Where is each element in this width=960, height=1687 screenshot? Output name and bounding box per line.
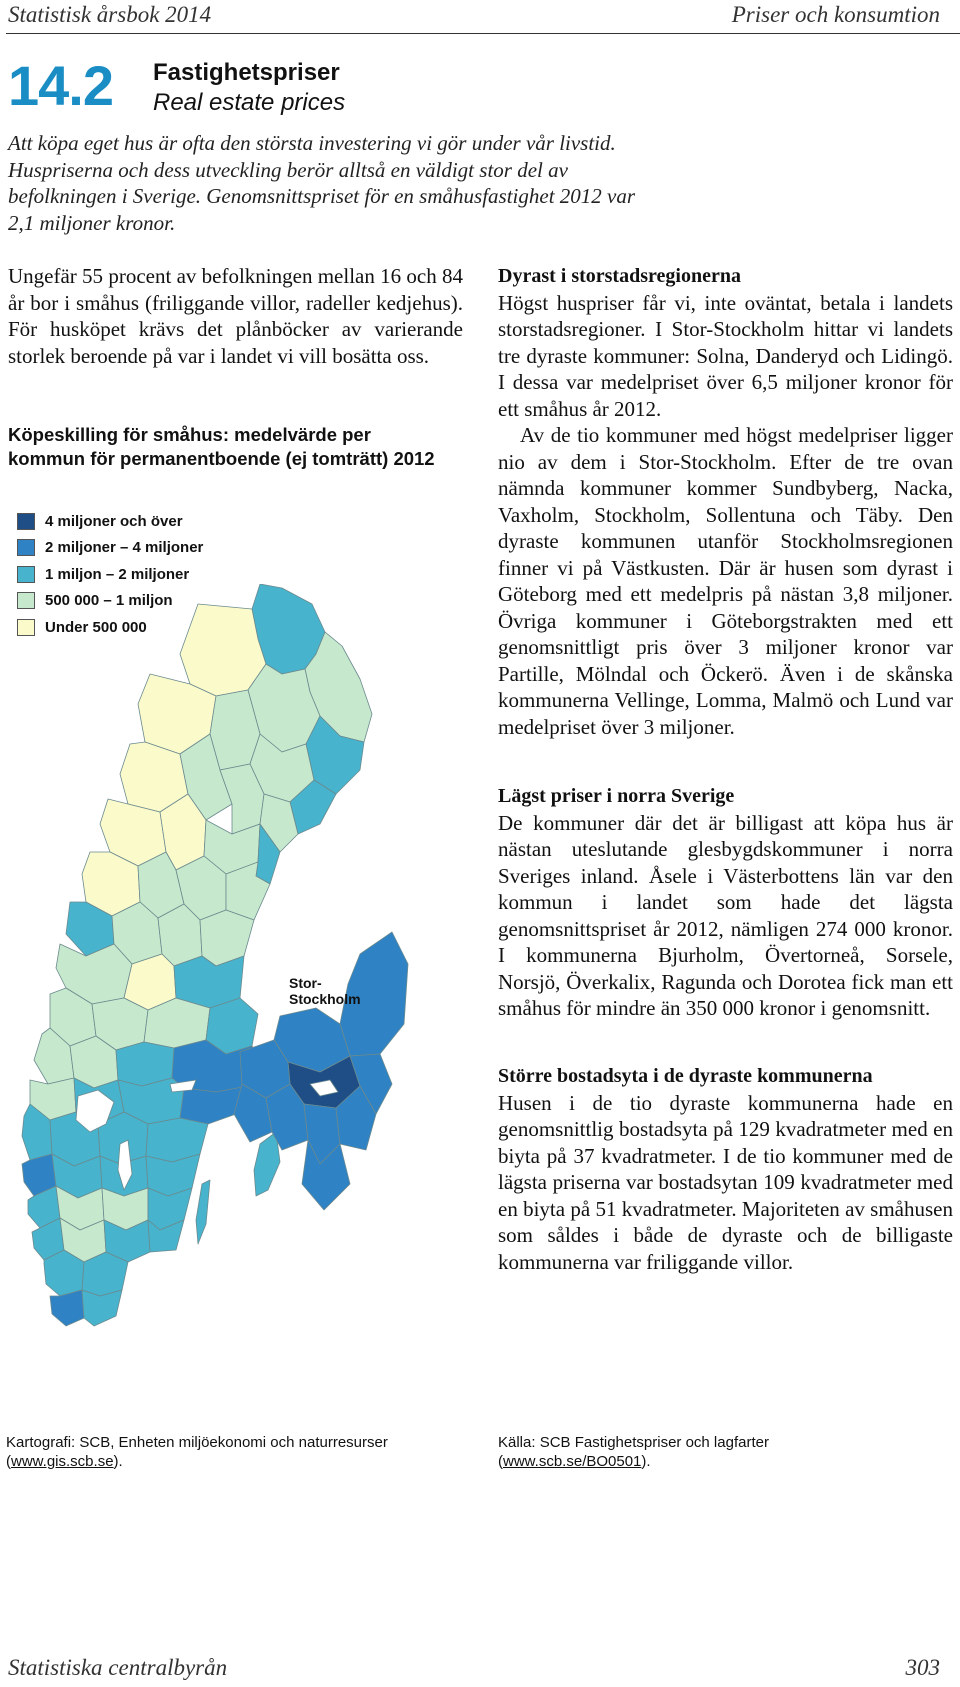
map-region-skane-sw <box>50 1290 84 1326</box>
section-number: 14.2 <box>8 54 113 117</box>
legend-item <box>17 508 203 535</box>
legend-swatch <box>17 539 35 556</box>
right-section-2 <box>498 783 953 1022</box>
legend-swatch <box>17 513 35 530</box>
cartography-note: Kartografi: SCB, Enheten miljöekonomi och naturresurser (www.gis.scb.se). <box>6 1434 388 1470</box>
body-paragraph: De kommuner där det är billigast att köpa hus är nästan uteslutande glesbygdskommuner i norra Sveriges inland. Åsele i Västerbottens län var den kommun i landet som hade det lägsta genomsnittspriset år 2012, nämligen 274 000 kronor. I kommunerna Bjurholm, Övertorneå, Sorsele, Norsjö, Överkalix, Ragunda och Dorotea fick man ett småhus för mindre än 350 000 kronor i genomsnitt. <box>498 810 953 1020</box>
gis-link[interactable]: www.gis.scb.se <box>11 1453 114 1470</box>
right-section-3 <box>498 1063 953 1275</box>
inset-label: Stor- Stockholm <box>289 975 361 1007</box>
legend-label: 500 000 – 1 miljon <box>45 592 173 610</box>
map-region-oland <box>196 1180 210 1244</box>
header-rule <box>6 33 960 34</box>
page-number: 303 <box>905 1655 940 1680</box>
body-paragraph: Husen i de tio dyraste kommunerna hade en genomsnittlig bostadsyta på 129 kvadratmeter med en biyta på 37 kvadratmeter. I de tio kommuner med de lägsta priserna var bostadsytan 109 kvadratmeter med en biyta på 51 kvadratmeter. Majoriteten av småhusen som såldes i både de dyraste och de billigaste kommunerna var friliggande villor. <box>498 1090 953 1274</box>
intro-text: Att köpa eget hus är ofta den största investering vi gör under vår livstid. Huspriserna och dess utveckling berör alltså en väldigt stor del av befolkningen i Sverige. Genomsnittspriset för en småhusfastighet 2012 var 2,1 miljoner kronor. <box>8 131 636 235</box>
section-heading: Större bostadsyta i de dyraste kommunerna <box>498 1065 873 1087</box>
section-title-en: Real estate prices <box>153 89 346 116</box>
source-note: Källa: SCB Fastighetspriser och lagfarter (www.scb.se/BO0501). <box>498 1434 769 1470</box>
source-text: Källa: SCB Fastighetspriser och lagfarter <box>498 1434 769 1451</box>
source-link[interactable]: www.scb.se/BO0501 <box>503 1453 642 1470</box>
legend-item <box>17 535 203 562</box>
legend-label: 1 miljon – 2 miljoner <box>45 565 190 583</box>
legend-swatch <box>17 566 35 583</box>
legend-label: 2 miljoner – 4 miljoner <box>45 539 204 557</box>
right-section-1 <box>498 263 953 740</box>
section-title-sv: Fastighetspriser <box>153 59 340 86</box>
footer-publisher: Statistiska centralbyrån <box>8 1655 228 1680</box>
running-header-left: Statistisk årsbok 2014 <box>8 2 212 27</box>
section-heading: Lägst priser i norra Sverige <box>498 785 735 807</box>
body-paragraph: Högst huspriser får vi, inte oväntat, betala i landets storstadsregioner. I Stor-Stockholm hittar vi landets tre dyraste kommuner: Solna, Danderyd och Lidingö. I dessa var medelpriset över 6,5 miljoner kronor för ett småhus år 2012. <box>498 290 953 421</box>
sweden-choropleth-map <box>20 584 440 1384</box>
legend-label: Under 500 000 <box>45 618 147 636</box>
section-heading: Dyrast i storstadsregionerna <box>498 265 741 287</box>
left-paragraph: Ungefär 55 procent av befolkningen mellan 16 och 84 år bor i småhus (friliggande villor, radeller kedjehus). För husköpet krävs det plånböcker av varierande storlek beroende på var i landet vi vill bosätta oss. <box>8 264 463 368</box>
body-paragraph: Av de tio kommuner med högst medelpriser ligger nio av dem i Stor-Stockholm. Efter de tre ovan nämnda kommuner kommer Sundbyberg, Nacka, Vaxholm, Stockholm, Sollentuna och Täby. Den dyraste kommunen utanför Stockholmsregionen finner vi på Västkusten. Där är husen som dyrast i Göteborg med ett medelpris på nästan 3,8 miljoner. Övriga kommuner i Göteborgstrakten med ett genomsnittligt pris över 3 miljoner kronor var Partille, Mölndal och Öckerö. Även i de skånska kommunerna Vellinge, Lomma, Malmö och Lund var medelpriset över 3 miljoner. <box>498 423 953 739</box>
legend-label: 4 miljoner och över <box>45 512 183 530</box>
map-title: Köpeskilling för småhus: medelvärde per kommun för permanentboende (ej tomträtt) 2012 <box>8 424 435 469</box>
map-region-skane-se <box>82 1290 122 1326</box>
map-region-gotland <box>254 1132 280 1196</box>
map-region-hudiksvall <box>200 910 254 966</box>
running-header-right: Priser och konsumtion <box>731 2 940 27</box>
cartography-text: Kartografi: SCB, Enheten miljöekonomi och naturresurser <box>6 1434 388 1451</box>
section-title <box>153 58 345 118</box>
